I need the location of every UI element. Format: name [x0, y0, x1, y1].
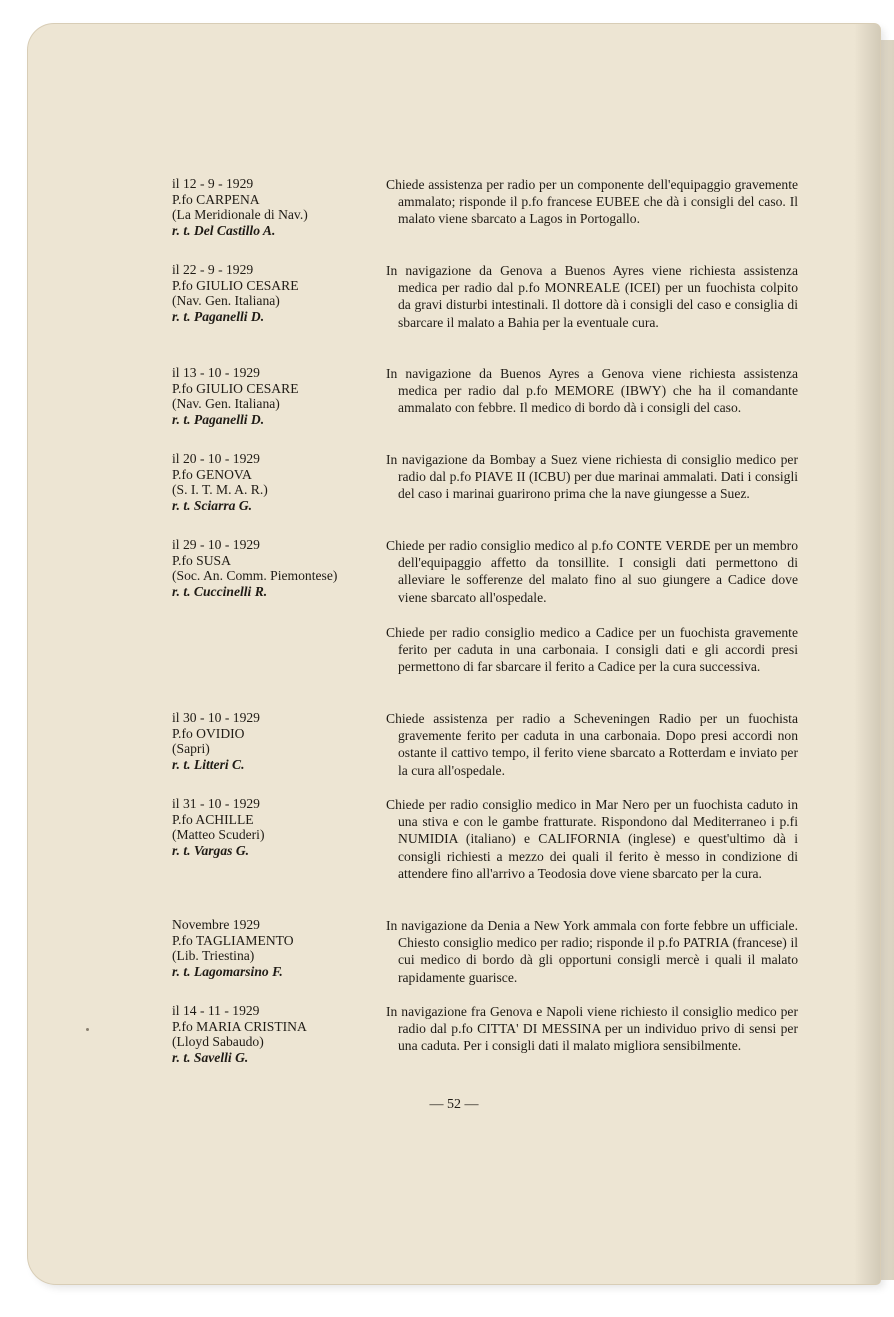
entry-description: In navigazione da Denia a New York ammala con forte febbre un ufficiale. Chiesto consiglio medico per radio; risponde il p.fo PATRIA (francese) il cui medico di bordo dà gli opportuni consigli mercè i quali il malato rapidamente guarisce.: [386, 918, 798, 985]
entry-ship: P.fo SUSA: [172, 552, 231, 568]
entry-company: (Matteo Scuderi): [172, 827, 265, 843]
entry-header: [172, 365, 382, 427]
entry-company: (Soc. An. Comm. Piemontese): [172, 568, 338, 584]
entry-ship: P.fo GIULIO CESARE: [172, 277, 299, 293]
entry-ship: P.fo GENOVA: [172, 466, 252, 482]
entry-description: In navigazione fra Genova e Napoli viene richiesto il consiglio medico per radio dal p.fo CITTA' DI MESSINA per un individuo privo di sensi per una caduta. Per i consigli dati il malato migliora sensibilmente.: [386, 1004, 798, 1054]
entry-header: [172, 262, 382, 324]
entry-header: [172, 537, 382, 599]
entry-ship: P.fo ACHILLE: [172, 811, 254, 827]
entry-company: (Nav. Gen. Italiana): [172, 396, 280, 412]
entry-company: (Lloyd Sabaudo): [172, 1034, 264, 1050]
entry-header: [172, 176, 382, 238]
entry-operator: r. t. Paganelli D.: [172, 308, 265, 324]
entry-description: Chiede assistenza per radio a Scheveningen Radio per un fuochista gravemente ferito per caduta in una carbonaia. Dopo presi accordi non ostante il cattivo tempo, il ferito viene sbarcato a Rotterdam e inviato per la cura all'ospedale.: [386, 711, 798, 778]
entry-date: il 14 - 11 - 1929: [172, 1003, 260, 1018]
book-page: [28, 24, 880, 1284]
entry-date: il 22 - 9 - 1929: [172, 262, 254, 277]
entry-date: il 30 - 10 - 1929: [172, 710, 260, 725]
entry-ship: P.fo MARIA CRISTINA: [172, 1018, 307, 1034]
entry-description: In navigazione da Genova a Buenos Ayres viene richiesta assistenza medica per radio dal p.fo MONREALE (ICEI) per un fuochista colpito da gravi disturbi intestinali. Il dottore dà i consigli del caso e consiglia di sbarcare il malato a Bahia per la eventuale cura.: [386, 263, 798, 330]
entry-header: [172, 917, 382, 979]
entry-description: Chiede per radio consiglio medico a Cadice per un fuochista gravemente ferito per caduta in una carbonaia. I consigli dati e gli accordi presi permettono di far sbarcare il ferito a Cadice per la cura successiva.: [386, 625, 798, 675]
entry-date: il 31 - 10 - 1929: [172, 796, 260, 811]
entry-description: Chiede per radio consiglio medico in Mar Nero per un fuochista caduto in una stiva e con le gambe fratturate. Rispondono dal Mediterraneo i p.fi NUMIDIA (italiano) e CALIFORNIA (inglese) e quest'ultimo dà i consigli richiesti a mezzo dei quali il ferito è messo in condizione di attendere fino all'arrivo a Teodosia dove viene sbarcato per la cura.: [386, 797, 798, 881]
entry-company: (Nav. Gen. Italiana): [172, 293, 280, 309]
entry-company: (La Meridionale di Nav.): [172, 207, 308, 223]
entry-date: il 12 - 9 - 1929: [172, 176, 254, 191]
entry-description: Chiede per radio consiglio medico al p.fo CONTE VERDE per un membro dell'equipaggio affetto da tonsillite. I consigli dati permettono di alleviare le sofferenze del malato fino al suo giungere a Cadice dove viene sbarcato all'ospedale.: [386, 538, 798, 605]
entry-company: (S. I. T. M. A. R.): [172, 482, 268, 498]
entry-date: il 13 - 10 - 1929: [172, 365, 260, 380]
page-fold-shadow: [854, 24, 880, 1284]
entry-ship: P.fo GIULIO CESARE: [172, 380, 299, 396]
entry-date: il 20 - 10 - 1929: [172, 451, 260, 466]
entry-operator: r. t. Paganelli D.: [172, 411, 265, 427]
page-number: — 52 —: [429, 1097, 479, 1112]
entry-operator: r. t. Litteri C.: [172, 756, 245, 772]
entry-description: Chiede assistenza per radio per un componente dell'equipaggio gravemente ammalato; risponde il p.fo francese EUBEE che dà i consigli del caso. Il malato viene sbarcato a Lagos in Portogallo.: [386, 177, 798, 227]
entry-operator: r. t. Vargas G.: [172, 842, 250, 858]
entry-operator: r. t. Cuccinelli R.: [172, 583, 268, 599]
entry-ship: P.fo CARPENA: [172, 191, 260, 207]
entry-company: (Sapri): [172, 741, 210, 757]
entry-date: il 29 - 10 - 1929: [172, 537, 260, 552]
entry-operator: r. t. Sciarra G.: [172, 497, 253, 513]
entry-header: [172, 710, 382, 772]
entry-operator: r. t. Del Castillo A.: [172, 222, 276, 238]
entry-ship: P.fo OVIDIO: [172, 725, 245, 741]
entry-ship: P.fo TAGLIAMENTO: [172, 932, 294, 948]
entry-header: [172, 451, 382, 513]
entry-company: (Lib. Triestina): [172, 948, 255, 964]
entry-description: In navigazione da Buenos Ayres a Genova viene richiesta assistenza medica per radio dal p.fo MEMORE (IBWY) che ha il comandante ammalato con febbre. Il medico di bordo dà i consigli del caso.: [386, 366, 798, 416]
entry-header: [172, 796, 382, 858]
entry-date: Novembre 1929: [172, 917, 260, 932]
entry-header: [172, 1003, 382, 1065]
paper-speck: [86, 1028, 89, 1031]
entry-operator: r. t. Savelli G.: [172, 1049, 249, 1065]
entry-description: In navigazione da Bombay a Suez viene richiesta di consiglio medico per radio dal p.fo PIAVE II (ICBU) per due marinai ammalati. Dati i consigli del caso i marinai guarirono prima che la nave giungesse a Suez.: [386, 452, 798, 502]
entry-operator: r. t. Lagomarsino F.: [172, 963, 283, 979]
